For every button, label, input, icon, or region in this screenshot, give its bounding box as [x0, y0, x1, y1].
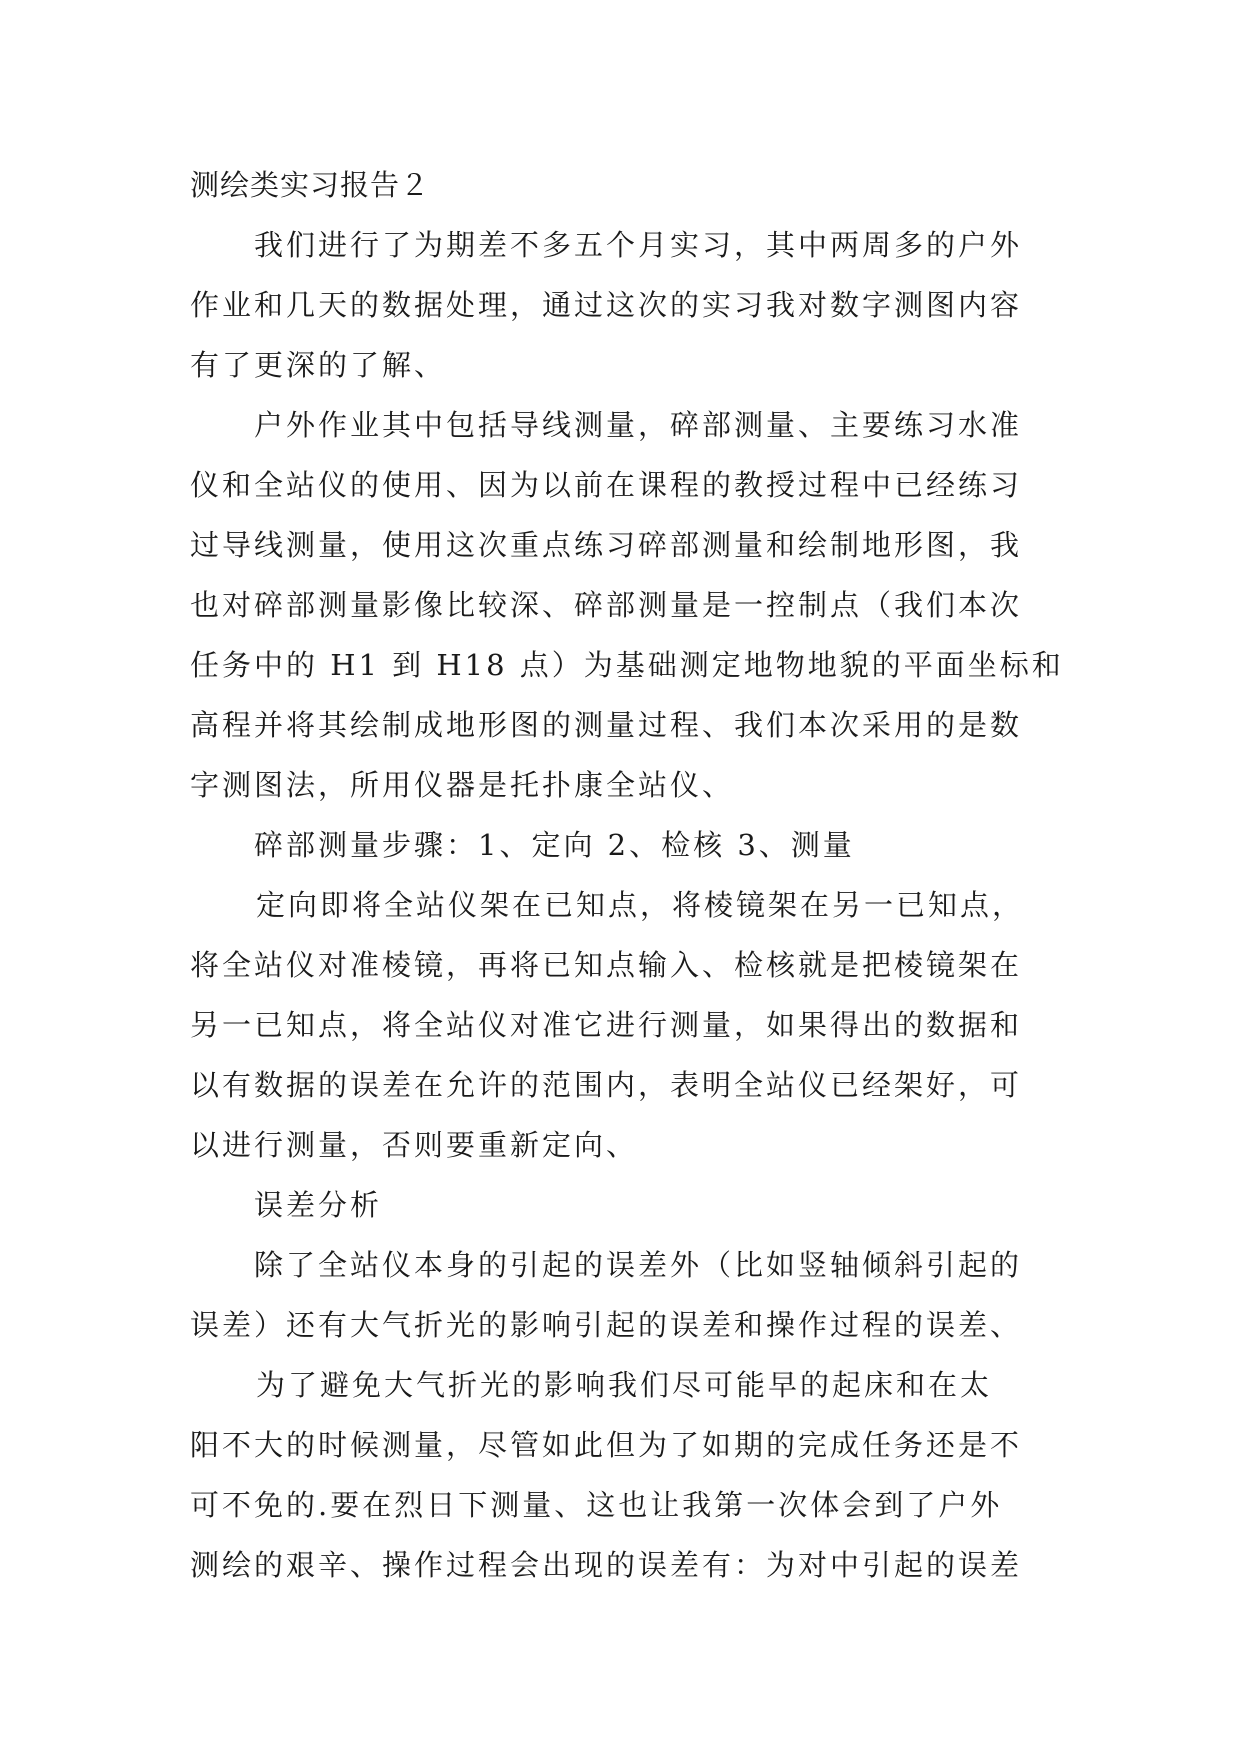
text-line: 阳不大的时候测量，尽管如此但为了如期的完成任务还是不: [190, 1428, 1023, 1462]
text-line: 以有数据的误差在允许的范围内，表明全站仪已经架好，可: [190, 1068, 1023, 1102]
text-line: 测绘的艰辛、操作过程会出现的误差有：为对中引起的误差: [190, 1548, 1023, 1582]
text-line: 定向即将全站仪架在已知点，将棱镜架在另一已知点，: [256, 888, 1025, 922]
text-line: 可不免的.要在烈日下测量、这也让我第一次体会到了户外: [190, 1488, 1003, 1522]
text-line: 字测图法，所用仪器是托扑康全站仪、: [190, 768, 735, 802]
text-line: 除了全站仪本身的引起的误差外（比如竖轴倾斜引起的: [254, 1248, 1023, 1282]
text-line: 碎部测量步骤：1、定向 2、检核 3、测量: [254, 828, 855, 862]
text-line: 为了避免大气折光的影响我们尽可能早的起床和在太: [256, 1368, 993, 1402]
text-line: 将全站仪对准棱镜，再将已知点输入、检核就是把棱镜架在: [190, 948, 1023, 982]
document-body: [190, 165, 1064, 1605]
text-line: 也对碎部测量影像比较深、碎部测量是一控制点（我们本次: [190, 588, 1023, 622]
section-heading: 误差分析: [254, 1188, 383, 1222]
text-line: 仪和全站仪的使用、因为以前在课程的教授过程中已经练习: [190, 468, 1023, 502]
text-line: 以进行测量，否则要重新定向、: [190, 1128, 639, 1162]
text-line: 作业和几天的数据处理，通过这次的实习我对数字测图内容: [190, 288, 1023, 322]
text-line: 另一已知点，将全站仪对准它进行测量，如果得出的数据和: [190, 1008, 1023, 1042]
document-title: 测绘类实习报告２: [190, 168, 431, 202]
text-line: 有了更深的了解、: [190, 348, 447, 382]
text-line: 误差）还有大气折光的影响引起的误差和操作过程的误差、: [190, 1308, 1023, 1342]
text-line: 户外作业其中包括导线测量，碎部测量、主要练习水准: [254, 408, 1023, 442]
text-line: 我们进行了为期差不多五个月实习，其中两周多的户外: [254, 228, 1023, 262]
text-line: 任务中的 H1 到 H18 点）为基础测定地物地貌的平面坐标和: [190, 648, 1064, 682]
text-line: 高程并将其绘制成地形图的测量过程、我们本次采用的是数: [190, 708, 1023, 742]
text-line: 过导线测量，使用这次重点练习碎部测量和绘制地形图，我: [190, 528, 1023, 562]
